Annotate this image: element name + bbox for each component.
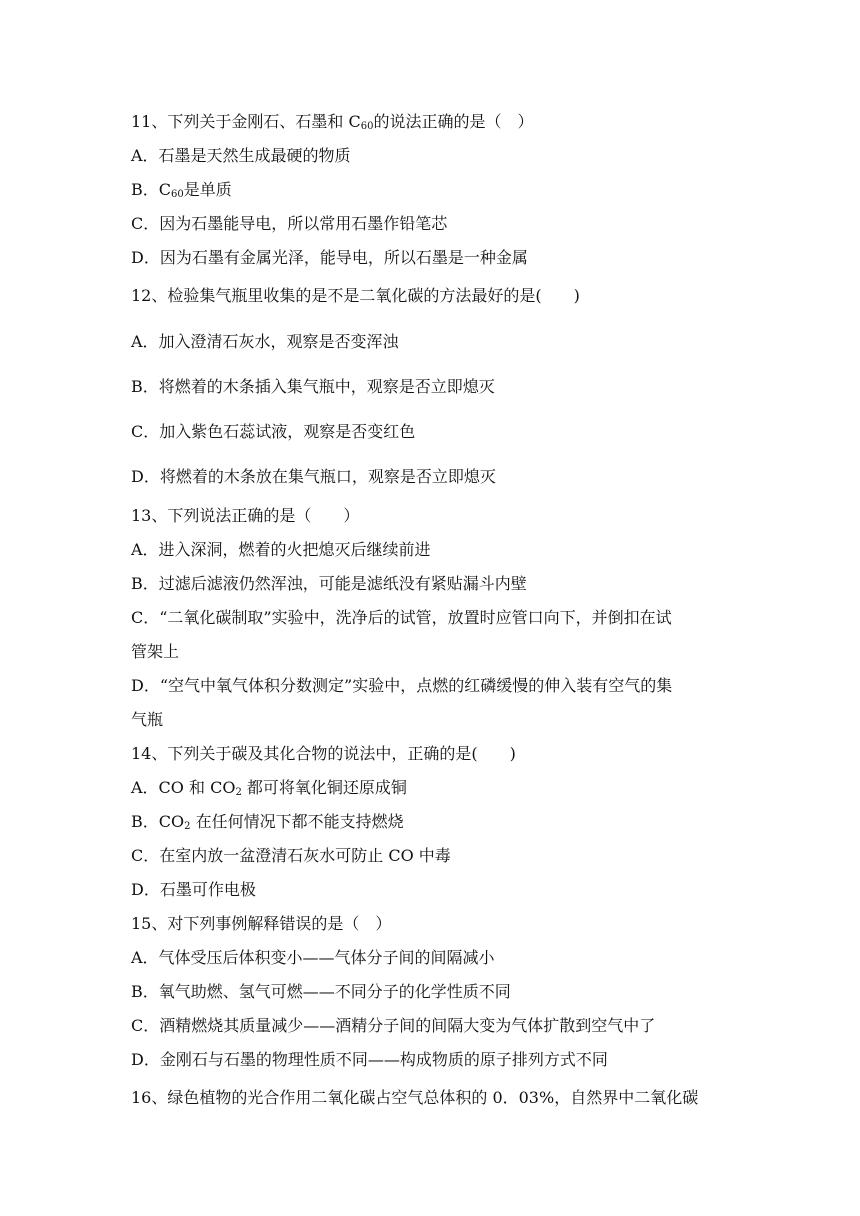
- question-15-option-c: C．酒精燃烧其质量减少——酒精分子间的间隔大变为气体扩散到空气中了: [131, 1016, 656, 1035]
- question-11-stem: 11、下列关于金刚石、石墨和 $C_{60}$的说法正确的是（ ）: [131, 112, 534, 132]
- question-11-option-b: B．$C_{60}$是单质: [131, 180, 232, 200]
- question-14-option-c: C．在室内放一盆澄清石灰水可防止 CO 中毒: [131, 846, 451, 865]
- question-13-option-b: B．过滤后滤液仍然浑浊，可能是滤纸没有紧贴漏斗内壁: [131, 574, 527, 593]
- question-13-stem: 13、下列说法正确的是（ ）: [131, 506, 360, 525]
- question-15-stem: 15、对下列事例解释错误的是（ ）: [131, 914, 392, 933]
- question-11-option-c: C．因为石墨能导电，所以常用石墨作铅笔芯: [131, 214, 448, 233]
- question-16-stem: 16、绿色植物的光合作用二氧化碳占空气总体积的 0．03%，自然界中二氧化碳: [131, 1088, 699, 1107]
- question-12-option-b: B．将燃着的木条插入集气瓶中，观察是否立即熄灭: [131, 377, 495, 396]
- question-12-option-c: C．加入紫色石蕊试液，观察是否变红色: [131, 422, 416, 441]
- question-15-option-a: A．气体受压后体积变小——气体分子间的间隔减小: [131, 948, 495, 967]
- question-13-option-a: A．进入深洞，燃着的火把熄灭后继续前进: [131, 540, 431, 559]
- question-15-option-b: B．氧气助燃、氢气可燃——不同分子的化学性质不同: [131, 982, 511, 1001]
- question-13-option-d-cont: 气瓶: [131, 710, 164, 729]
- question-12-option-d: D．将燃着的木条放在集气瓶口，观察是否立即熄灭: [131, 467, 496, 486]
- question-13-option-d: D．“空气中氧气体积分数测定”实验中，点燃的红磷缓慢的伸入装有空气的集: [131, 676, 673, 695]
- question-11-option-a: A．石墨是天然生成最硬的物质: [131, 146, 351, 165]
- question-13-option-c-cont: 管架上: [131, 642, 180, 661]
- question-13-option-c: C．“二氧化碳制取”实验中，洗净后的试管，放置时应管口向下，并倒扣在试: [131, 608, 672, 627]
- question-14-option-a: A．CO 和 $CO_2$ 都可将氧化铜还原成铜: [131, 778, 407, 798]
- question-11-option-d: D．因为石墨有金属光泽，能导电，所以石墨是一种金属: [131, 248, 528, 267]
- question-14-option-b: B．$CO_2$ 在任何情况下都不能支持燃烧: [131, 812, 404, 832]
- question-14-option-d: D．石墨可作电极: [131, 880, 256, 899]
- question-15-option-d: D．金刚石与石墨的物理性质不同——构成物质的原子排列方式不同: [131, 1050, 608, 1069]
- question-12-stem: 12、检验集气瓶里收集的是不是二氧化碳的方法最好的是( ): [131, 286, 580, 305]
- question-12-option-a: A．加入澄清石灰水，观察是否变浑浊: [131, 332, 399, 351]
- question-14-stem: 14、下列关于碳及其化合物的说法中，正确的是( ): [131, 744, 516, 763]
